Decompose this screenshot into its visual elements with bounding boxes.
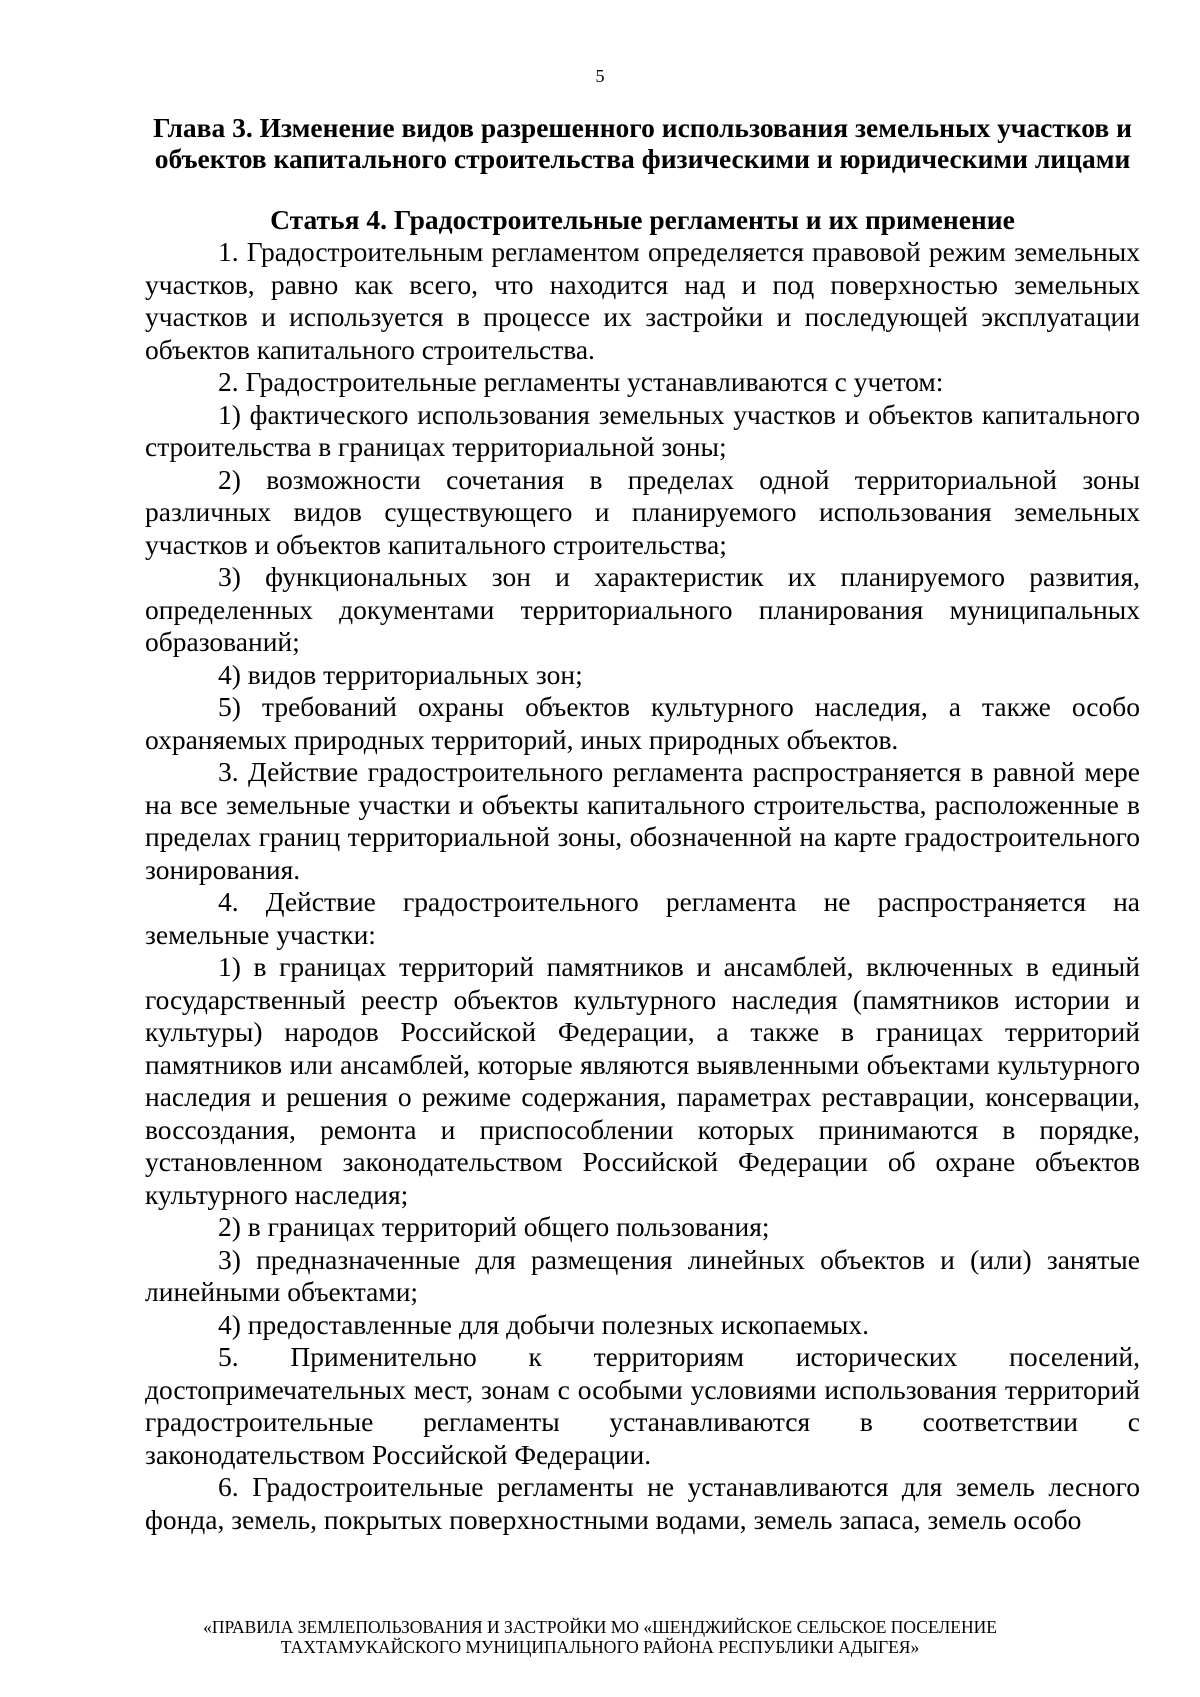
list-item: 2) в границах территорий общего пользования;	[218, 1211, 770, 1242]
list-item: 3) функциональных зон и характеристик их планируемого развития, определенных документами территориального планирования муниципальных образований;	[145, 561, 1140, 657]
footer-line: «ПРАВИЛА ЗЕМЛЕПОЛЬЗОВАНИЯ И ЗАСТРОЙКИ МО «ШЕНДЖИЙСКОЕ СЕЛЬСКОЕ ПОСЕЛЕНИЕ	[203, 1617, 997, 1637]
list-item: 1) фактического использования земельных участков и объектов капитального строительства в границах территориальной зоны;	[145, 398, 1140, 462]
paragraph: 5. Применительно к территориям исторических поселений, достопримечательных мест, зонам с особыми условиями использования территорий градостроительные регламенты устанавливаются в соответствии с законодательством Российской Федерации.	[145, 1341, 1140, 1470]
page-number: 5	[595, 66, 605, 86]
chapter-title: Глава 3. Изменение видов разрешенного использования земельных участков и объектов капитального строительства физическими и юридическими лицами	[153, 112, 1132, 174]
paragraph: 4. Действие градостроительного регламента не распространяется на земельные участки:	[145, 886, 1140, 950]
list-item: 1) в границах территорий памятников и ансамблей, включенных в единый государственный реестр объектов культурного наследия (памятников истории и культуры) народов Российской Федерации, а также в границах территорий памятников или ансамблей, которые являются выявленными объектами культурного наследия и решения о режиме содержания, параметрах реставрации, консервации, воссоздания, ремонта и приспособлении которых принимаются в порядке, установленном законодательством Российской Федерации об охране объектов культурного наследия;	[145, 951, 1140, 1210]
paragraph: 3. Действие градостроительного регламента распространяется в равной мере на все земельные участки и объекты капитального строительства, расположенные в пределах границ территориальной зоны, обозначенной на карте градостроительного зонирования.	[145, 756, 1140, 885]
list-item: 5) требований охраны объектов культурного наследия, а также особо охраняемых природных территорий, иных природных объектов.	[145, 691, 1140, 755]
list-item: 4) видов территориальных зон;	[218, 658, 583, 690]
list-item: 2) возможности сочетания в пределах одной территориальной зоны различных видов существующего и планируемого использования земельных участков и объектов капитального строительства;	[145, 463, 1140, 560]
article-title: Статья 4. Градостроительные регламенты и их применение	[270, 204, 1015, 235]
document-body	[145, 112, 1140, 1536]
page-footer	[0, 1617, 1200, 1657]
paragraph: 6. Градостроительные регламенты не устанавливаются для земель лесного фонда, земель, покрытых поверхностными водами, земель запаса, земель особо	[145, 1471, 1140, 1535]
list-item: 3) предназначенные для размещения линейных объектов и (или) занятые линейными объектами;	[145, 1243, 1140, 1307]
footer-line: ТАХТАМУКАЙСКОГО МУНИЦИПАЛЬНОГО РАЙОНА РЕСПУБЛИКИ АДЫГЕЯ»	[280, 1637, 920, 1657]
paragraph: 2. Градостроительные регламенты устанавливаются с учетом:	[218, 366, 944, 397]
paragraph: 1. Градостроительным регламентом определяется правовой режим земельных участков, равно как всего, что находится над и под поверхностью земельных участков и используется в процессе их застройки и последующей эксплуатации объектов капитального строительства.	[145, 236, 1140, 365]
list-item: 4) предоставленные для добычи полезных ископаемых.	[218, 1308, 870, 1340]
